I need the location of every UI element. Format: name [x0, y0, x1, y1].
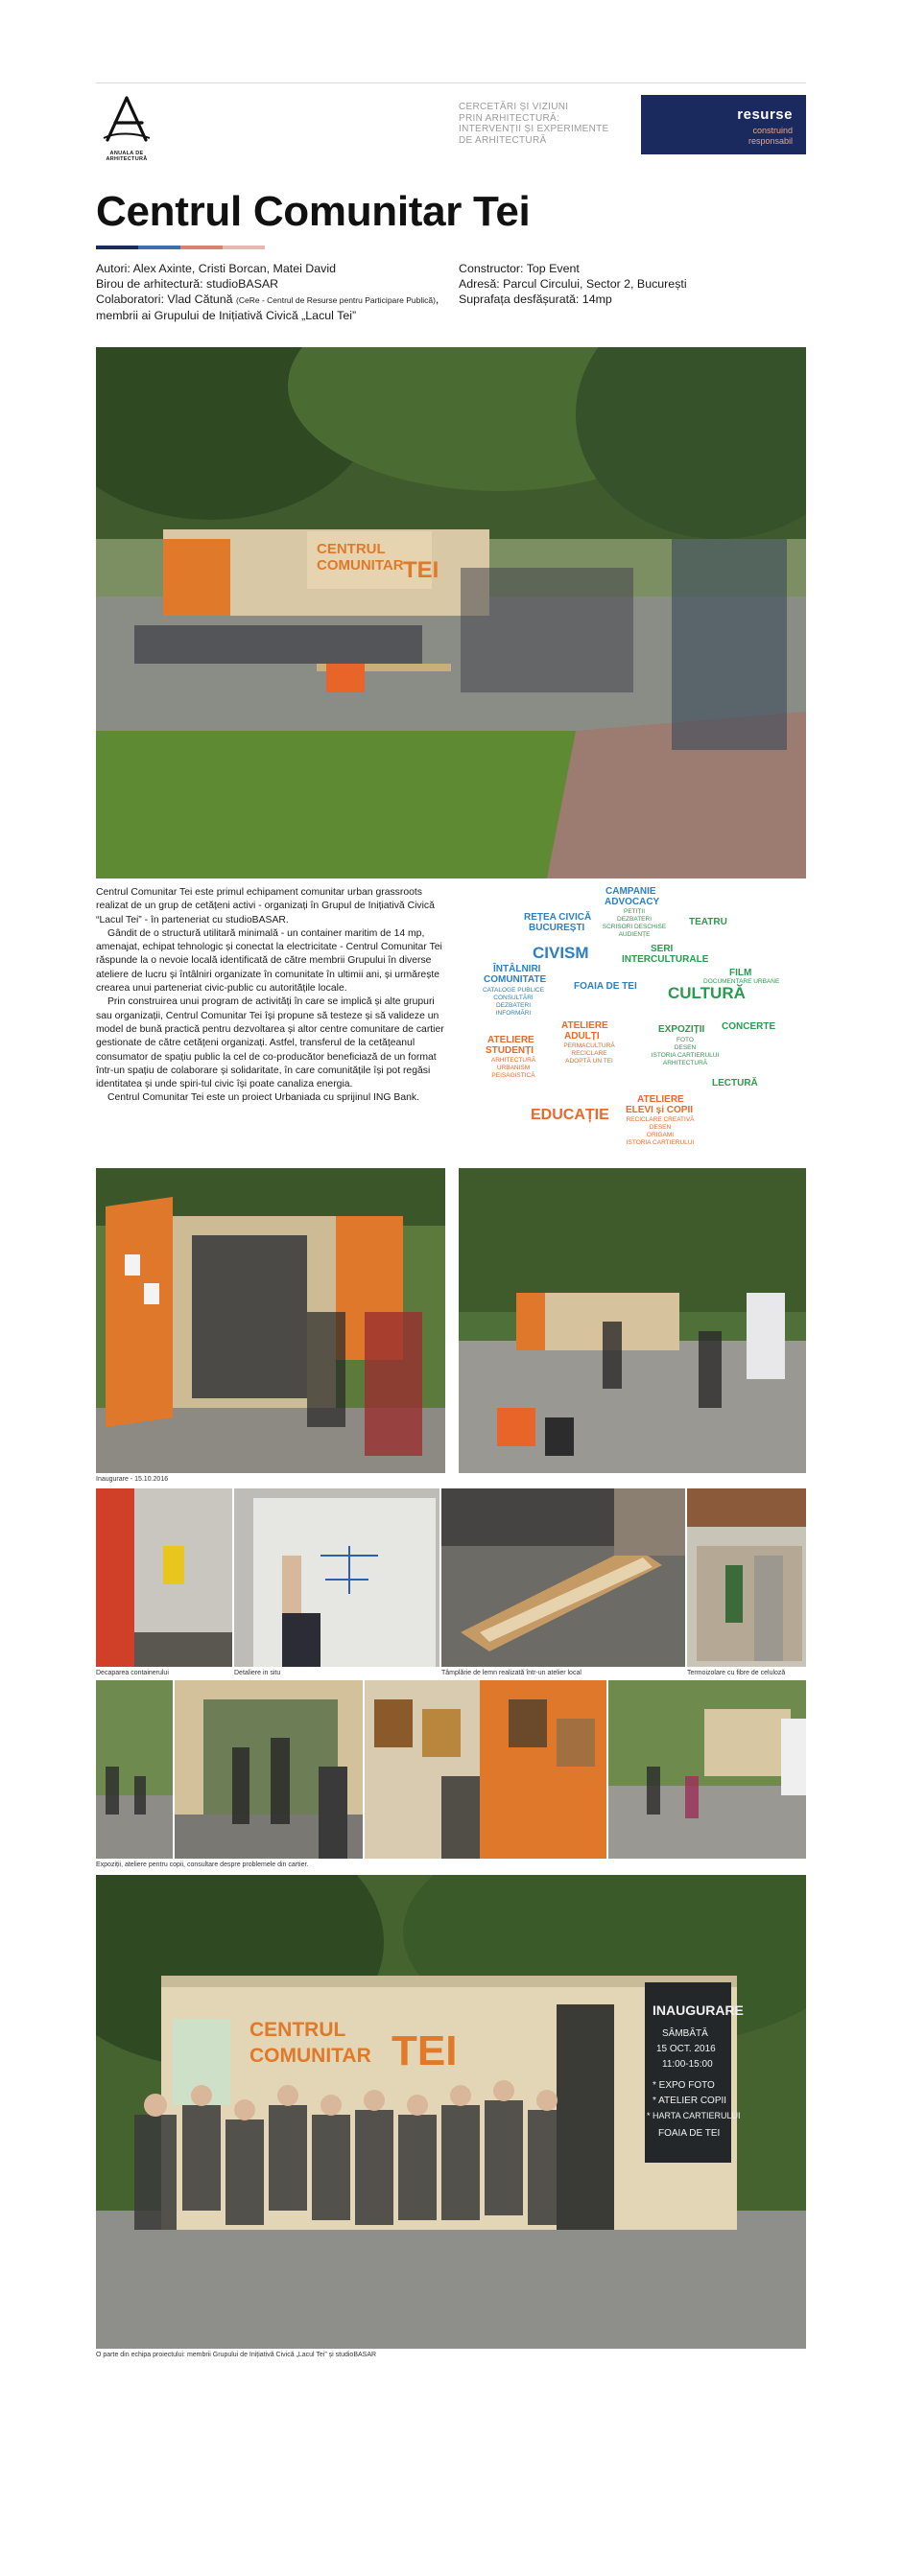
sponsor-sub2: responsabil — [748, 136, 793, 146]
cloud-word: CULTURĂ — [668, 984, 746, 1002]
annual-logo-icon — [96, 94, 157, 144]
title-bar-seg — [223, 246, 265, 249]
title-bar-seg — [138, 246, 180, 249]
annual-logo-text: ANUALA DE ARHITECTURĂ — [106, 151, 148, 162]
cloud-word: REȚEA CIVICĂ — [524, 912, 592, 923]
photo-expozitii-4 — [608, 1680, 806, 1859]
credit-area: Suprafața desfășurată: 14mp — [459, 293, 612, 306]
credit-builder: Constructor: Top Event — [459, 262, 580, 275]
hero-sign-2: COMUNITAR — [317, 557, 404, 574]
board-line: * EXPO FOTO — [653, 2080, 715, 2091]
credit-address: Adresă: Parcul Circului, Sector 2, București — [459, 277, 687, 291]
board-line: * HARTA CARTIERULUI — [647, 2111, 741, 2120]
cloud-word: ATELIERE — [561, 1020, 608, 1031]
credit-collab-lead: Colaboratori: Vlad Cătună — [96, 293, 237, 306]
cloud-word: CAMPANIE — [605, 886, 656, 897]
cloud-word: TEATRU — [689, 917, 727, 927]
cloud-word: ÎNTÂLNIRI — [493, 964, 541, 974]
board-line: SÂMBĂTĂ — [662, 2028, 708, 2039]
team-sign-3: TEI — [392, 2027, 458, 2074]
credit-collab-small: (CeRe - Centrul de Resurse pentru Participare Publică) — [236, 295, 436, 305]
hero-photo — [96, 347, 806, 878]
cloud-word: ADVOCACY — [605, 897, 660, 907]
cloud-word: STUDENȚI — [486, 1045, 534, 1056]
team-sign-2: COMUNITAR — [249, 2045, 371, 2067]
photo-expozitii-2 — [175, 1680, 363, 1859]
caption-tamplarie: Tâmplărie de lemn realizată într-un atelier local — [441, 1670, 582, 1676]
board-line: FOAIA DE TEI — [658, 2128, 721, 2139]
cloud-word: ADULȚI — [564, 1031, 600, 1042]
cloud-word: EXPOZIȚII — [658, 1024, 705, 1035]
caption-detaliere: Detaliere in situ — [234, 1670, 281, 1676]
sponsor-sub1: construind — [752, 126, 793, 135]
title-color-bar — [96, 246, 265, 249]
description-paragraph: Centrul Comunitar Tei este primul echipament comunitar urban grassroots realizat de un grup de cetățeni activi - organizați în Grupul de Inițiativă Civică “Lacul Tei” - în parteneriat cu studioBASAR. — [96, 887, 435, 925]
caption-echipa: O parte din echipa proiectului: membrii Grupului de Inițiativă Civică „Lacul Tei” și studioBASAR — [96, 2352, 377, 2358]
cloud-word: EDUCAȚIE — [531, 1107, 609, 1123]
photo-expozitii-3 — [365, 1680, 606, 1859]
section-label — [459, 102, 631, 146]
description-paragraph: Centrul Comunitar Tei este un proiect Urbaniada cu sprijinul ING Bank. — [107, 1092, 419, 1104]
cloud-word: FOAIA DE TEI — [574, 981, 637, 992]
description-paragraph: Prin construirea unui program de activități în care se implică și alte grupuri sau organizații, Centrul Comunitar Tei își propune să testeze și să valideze un model de bună practică pentru dezvoltarea și altor centre comunitare de cartier gestionate de către cetățeni organizați. Astfel, transferul de la cetățeanul consumator de spațiu public la cel de co-producător beneficiază de un format într-un spațiu de colaborare și solidaritate, în care comunitățile își pot regăsi identitatea și unde spiri-tul civic își poate canaliza energia. — [96, 996, 444, 1090]
top-rule — [96, 82, 806, 83]
hero-sign-3: TEI — [403, 557, 439, 583]
caption-termoizolare: Termoizolare cu fibre de celuloză — [687, 1670, 786, 1676]
cloud-word: INTERCULTURALE — [622, 954, 709, 965]
cloud-word: CATALOGE PUBLICE CONSULTĂRI DEZBATERI INFORMĂRI — [482, 987, 545, 1017]
annual-logo — [96, 94, 157, 162]
photo-decapare — [96, 1488, 232, 1667]
activities-word-cloud — [459, 886, 806, 1160]
photo-tamplarie — [441, 1488, 685, 1667]
board-title: INAUGURARE — [653, 2002, 744, 2018]
inauguration-photo-left — [96, 1168, 445, 1473]
sponsor-brand: resurse — [737, 106, 793, 123]
cloud-word: ATELIERE — [637, 1094, 684, 1105]
credits-left — [96, 261, 451, 323]
caption-decapare: Decaparea containerului — [96, 1670, 169, 1676]
credits-right — [459, 261, 806, 307]
board-line: 15 OCT. 2016 — [656, 2044, 716, 2054]
caption-expozitii: Expoziții, ateliere pentru copii, consultare despre problemele din cartier. — [96, 1862, 309, 1868]
project-description — [96, 886, 445, 1106]
cloud-word: ARHITECTURĂ URBANISM PEISAGISTICĂ — [490, 1057, 536, 1079]
cloud-word: ELEVI și COPII — [626, 1105, 694, 1115]
board-line: 11:00-15:00 — [662, 2059, 713, 2070]
cloud-word: COMUNITATE — [484, 974, 547, 985]
title-bar-seg — [96, 246, 138, 249]
description-paragraph: Gândit de o structură utilitară minimală - un container maritim de 14 mp, amenajat, echipat tehnologic și conectat la electricitate - Centrul Comunitar Tei răspunde la o nevoie locală identificată de către membrii Grupului în diverse ateliere de lucru și întâlniri organizate în comunitate în ultimii ani, și urmărește crearea unui parteneriat civic-public cu autoritățile locale. — [96, 927, 442, 995]
cloud-word: DOCUMENTARE URBANE — [703, 978, 780, 985]
team-photo — [96, 1875, 806, 2349]
photo-termoizolare — [687, 1488, 806, 1667]
cloud-word: RECICLARE CREATIVĂ DESEN ORIGAMI ISTORIA CARTIERULUI — [626, 1116, 695, 1146]
cloud-word: LECTURĂ — [712, 1078, 758, 1089]
cloud-word: PETIȚII DEZBATERI SCRISORI DESCHISE AUDIENȚE — [602, 908, 667, 938]
cloud-word: CIVISM — [533, 944, 589, 962]
credit-office: Birou de arhitectură: studioBASAR — [96, 277, 279, 291]
caption-inauguration: Inaugurare - 15.10.2016 — [96, 1476, 169, 1483]
section-line: CERCETĂRI ȘI VIZIUNI — [459, 102, 569, 112]
section-line: DE ARHITECTURĂ — [459, 134, 547, 146]
credit-authors: Autori: Alex Axinte, Cristi Borcan, Matei David — [96, 262, 336, 275]
team-sign-1: CENTRUL — [249, 2019, 346, 2041]
cloud-word: BUCUREȘTI — [529, 923, 585, 933]
cloud-word: CONCERTE — [722, 1021, 776, 1032]
page-title: Centrul Comunitar Tei — [96, 188, 531, 235]
title-bar-seg — [180, 246, 223, 249]
section-line: INTERVENȚII ȘI EXPERIMENTE — [459, 124, 609, 134]
cloud-word: SERI — [651, 944, 674, 954]
hero-sign-1: CENTRUL — [317, 541, 386, 557]
section-line: PRIN ARHITECTURĂ: — [459, 112, 560, 124]
inauguration-photo-right — [459, 1168, 806, 1473]
cloud-word: ATELIERE — [487, 1035, 534, 1045]
cloud-word: FILM — [729, 968, 752, 978]
sponsor-logo — [641, 95, 806, 154]
cloud-word: FOTO DESEN ISTORIA CARTIERULUI ARHITECTURĂ — [651, 1037, 720, 1066]
credit-collab — [96, 292, 451, 323]
photo-detaliere — [234, 1488, 439, 1667]
credit-collab-tail: , membrii ai Grupului de Inițiativă Civică „Lacul Tei” — [96, 293, 439, 322]
board-line: * ATELIER COPII — [653, 2096, 727, 2106]
cloud-word: PERMACULTURĂ RECICLARE ADOPTĂ UN TEI — [563, 1042, 615, 1065]
photo-expozitii-1 — [96, 1680, 173, 1859]
